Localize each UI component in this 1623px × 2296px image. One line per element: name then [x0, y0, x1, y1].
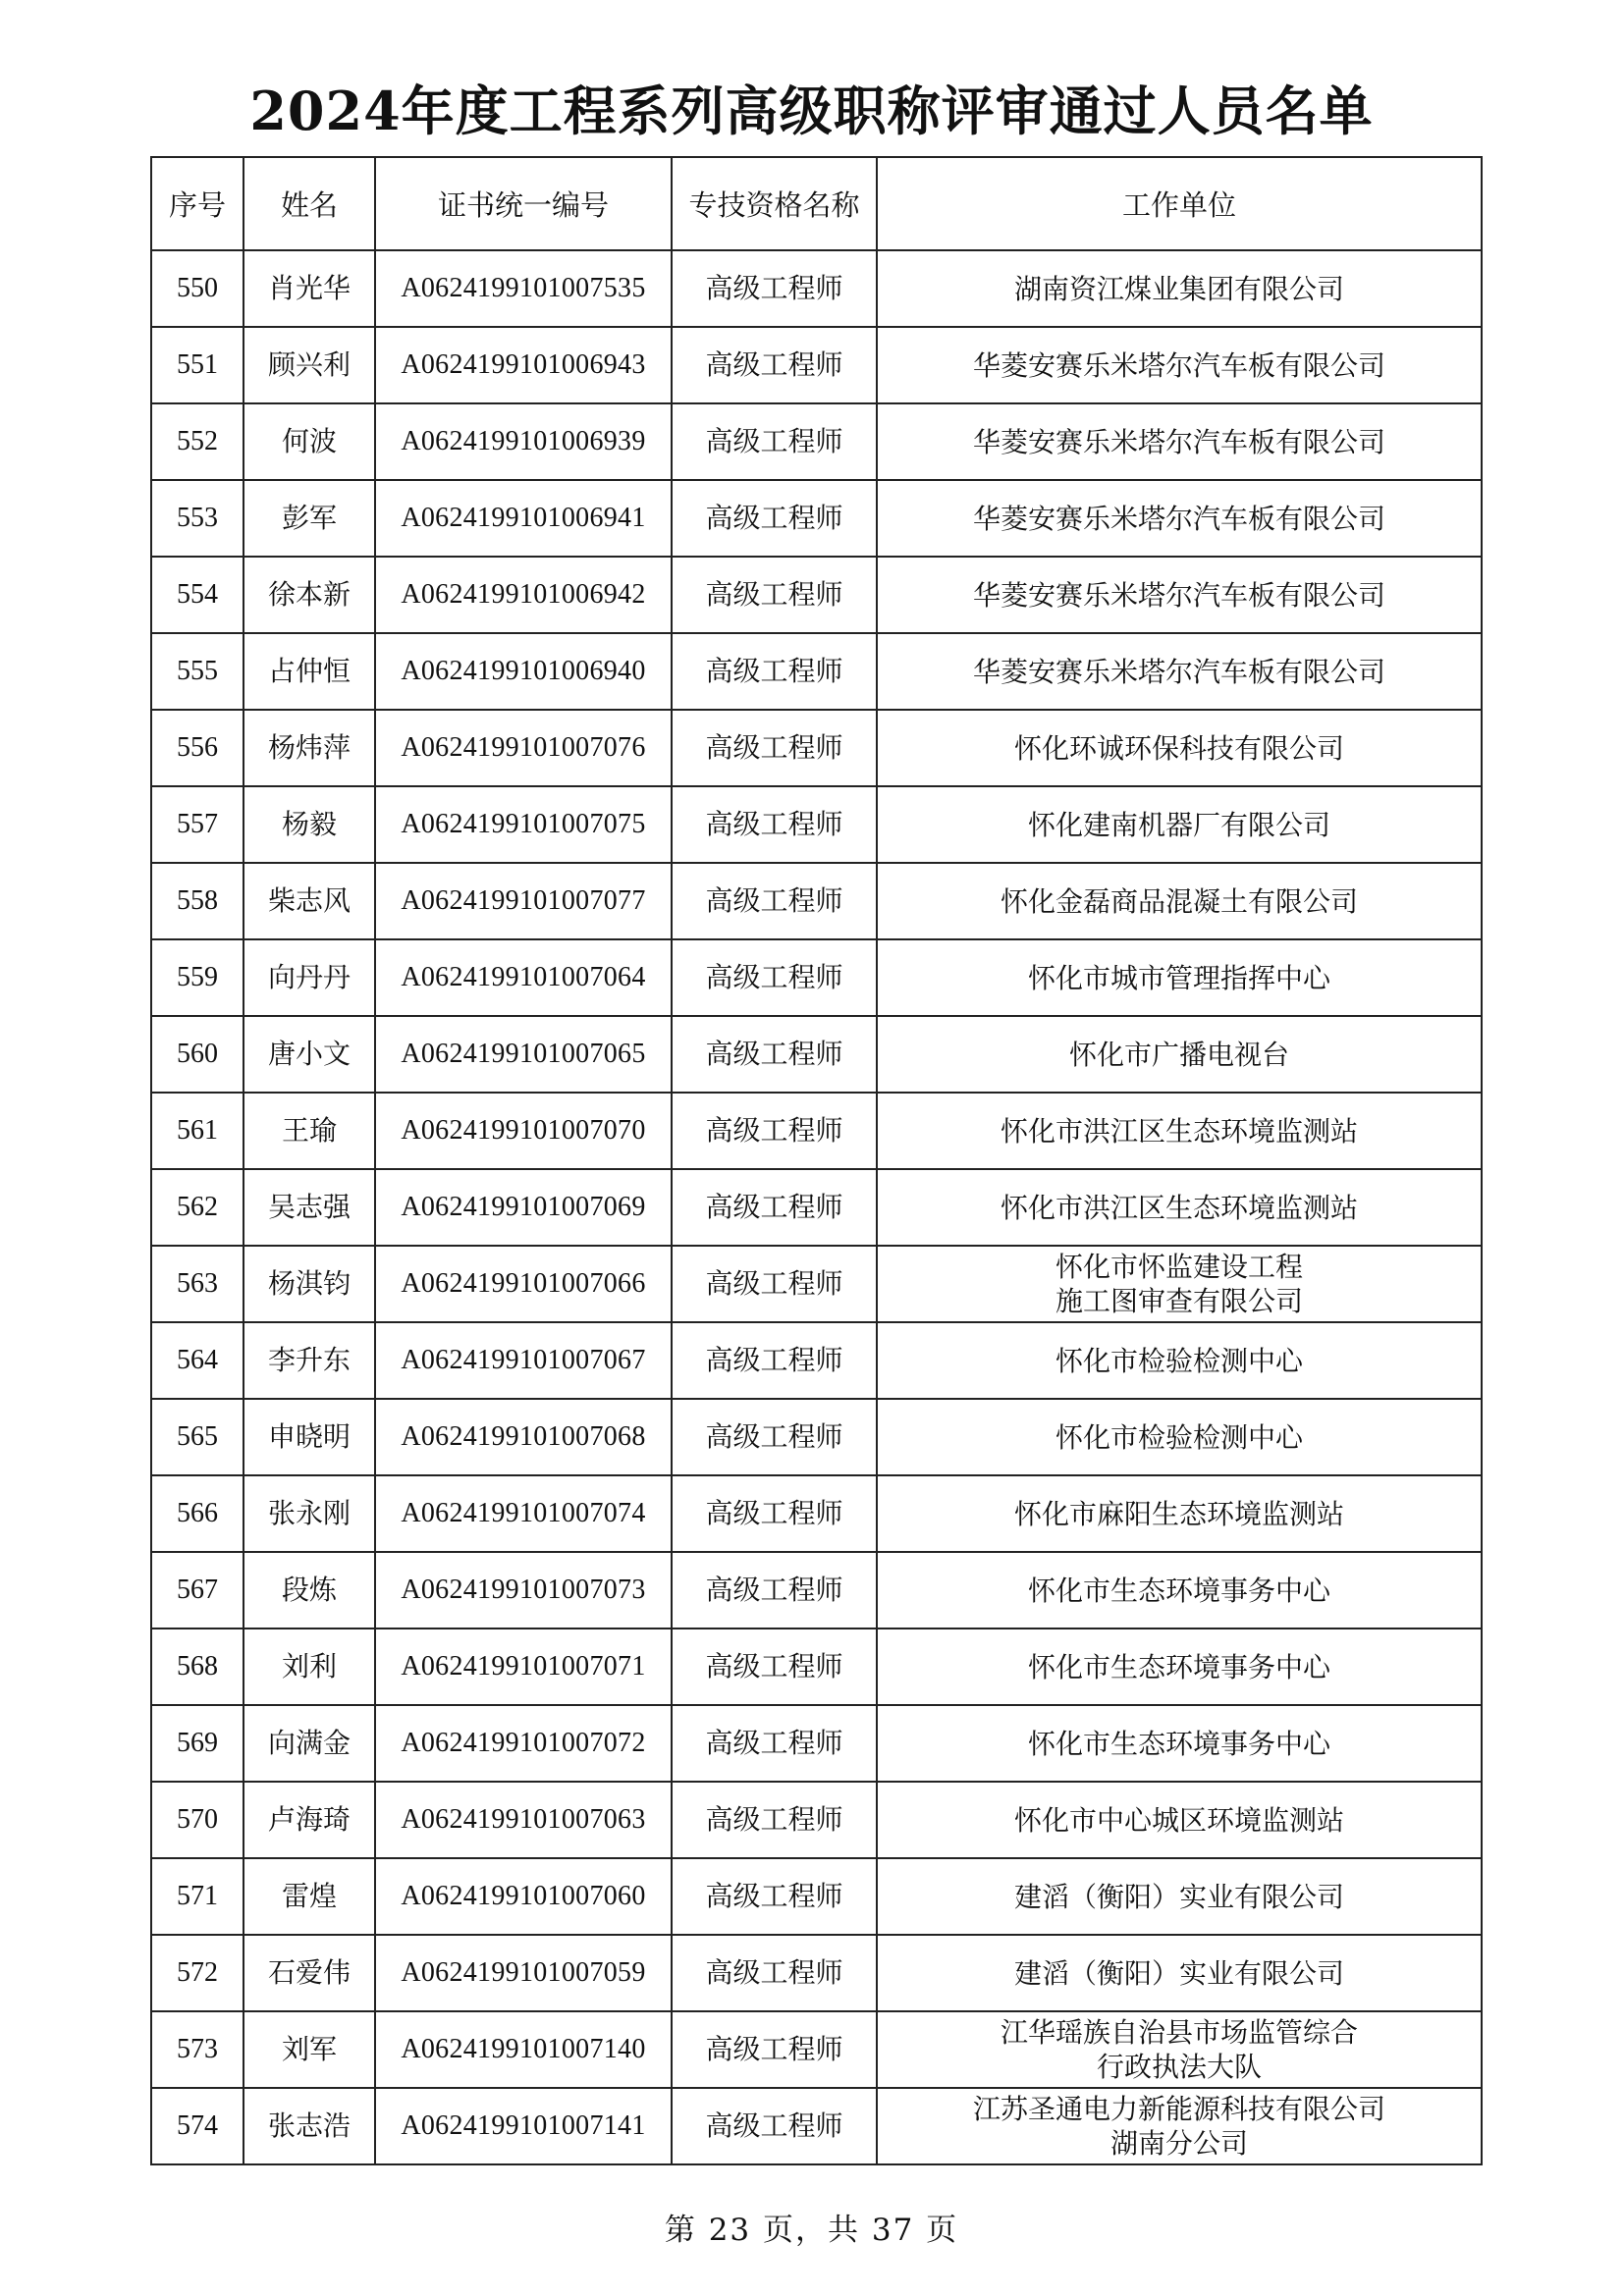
org-line: 怀化市城市管理指挥中心 [1027, 961, 1330, 994]
cell-org [877, 2011, 1482, 2088]
cell-org [877, 1399, 1482, 1475]
cell-seq: 551 [151, 327, 243, 403]
cell-seq: 564 [151, 1322, 243, 1399]
cell-name: 张永刚 [243, 1475, 375, 1552]
cell-seq: 562 [151, 1169, 243, 1246]
cell-cert: A0624199101007064 [375, 939, 672, 1016]
cell-qual: 高级工程师 [672, 1093, 877, 1169]
cell-cert: A0624199101007060 [375, 1858, 672, 1935]
table-row [151, 557, 1482, 633]
cell-name: 申晓明 [243, 1399, 375, 1475]
cell-seq: 569 [151, 1705, 243, 1782]
cell-name: 向满金 [243, 1705, 375, 1782]
cell-name: 雷煌 [243, 1858, 375, 1935]
org-line: 湖南资江煤业集团有限公司 [1013, 272, 1344, 305]
org-line: 华菱安赛乐米塔尔汽车板有限公司 [972, 578, 1385, 612]
header-row [151, 157, 1482, 250]
cell-qual: 高级工程师 [672, 1705, 877, 1782]
cell-org [877, 403, 1482, 480]
cell-name: 杨淇钧 [243, 1246, 375, 1322]
cell-qual: 高级工程师 [672, 1016, 877, 1093]
cell-cert: A0624199101007067 [375, 1322, 672, 1399]
cell-cert: A0624199101007072 [375, 1705, 672, 1782]
cell-qual: 高级工程师 [672, 2088, 877, 2164]
cell-org [877, 939, 1482, 1016]
cell-cert: A0624199101006940 [375, 633, 672, 710]
cell-org [877, 480, 1482, 557]
cell-org [877, 1629, 1482, 1705]
table-row [151, 1016, 1482, 1093]
cell-qual: 高级工程师 [672, 1322, 877, 1399]
org-line: 怀化市检验检测中心 [1055, 1344, 1303, 1377]
table-row [151, 403, 1482, 480]
cell-qual: 高级工程师 [672, 327, 877, 403]
page-title: 2024年度工程系列高级职称评审通过人员名单 [249, 80, 1374, 142]
cell-seq: 570 [151, 1782, 243, 1858]
cell-name: 卢海琦 [243, 1782, 375, 1858]
cell-cert: A0624199101007066 [375, 1246, 672, 1322]
org-line: 行政执法大队 [1096, 2051, 1262, 2083]
org-line: 怀化市生态环境事务中心 [1027, 1574, 1330, 1607]
cell-name: 王瑜 [243, 1093, 375, 1169]
cell-qual: 高级工程师 [672, 1552, 877, 1629]
table-row [151, 1858, 1482, 1935]
cell-org [877, 1858, 1482, 1935]
cell-qual: 高级工程师 [672, 2011, 877, 2088]
header-org: 工作单位 [877, 157, 1482, 250]
header-qual: 专技资格名称 [672, 157, 877, 250]
cell-cert: A0624199101007071 [375, 1629, 672, 1705]
cell-cert: A0624199101007070 [375, 1093, 672, 1169]
org-line: 怀化市广播电视台 [1068, 1038, 1289, 1071]
cell-qual: 高级工程师 [672, 1935, 877, 2011]
cell-name: 杨炜萍 [243, 710, 375, 786]
cell-org [877, 557, 1482, 633]
table-row [151, 1399, 1482, 1475]
table-row [151, 1093, 1482, 1169]
org-line: 怀化市生态环境事务中心 [1027, 1727, 1330, 1760]
cell-seq: 550 [151, 250, 243, 327]
cell-name: 吴志强 [243, 1169, 375, 1246]
table-row [151, 2088, 1482, 2164]
cell-cert: A0624199101007141 [375, 2088, 672, 2164]
cell-org [877, 786, 1482, 863]
cell-cert: A0624199101007063 [375, 1782, 672, 1858]
org-line: 江苏圣通电力新能源科技有限公司 [972, 2093, 1385, 2125]
cell-name: 顾兴利 [243, 327, 375, 403]
cell-seq: 563 [151, 1246, 243, 1322]
cell-qual: 高级工程师 [672, 480, 877, 557]
cell-seq: 561 [151, 1093, 243, 1169]
table-header [151, 157, 1482, 250]
cell-seq: 574 [151, 2088, 243, 2164]
table-body [151, 250, 1482, 2164]
table-row [151, 1169, 1482, 1246]
cell-org [877, 633, 1482, 710]
table-row [151, 480, 1482, 557]
cell-seq: 573 [151, 2011, 243, 2088]
org-line: 怀化环诚环保科技有限公司 [1013, 731, 1344, 765]
org-line: 怀化市中心城区环境监测站 [1013, 1803, 1344, 1837]
cell-cert: A0624199101007069 [375, 1169, 672, 1246]
cell-cert: A0624199101006943 [375, 327, 672, 403]
cell-org [877, 1093, 1482, 1169]
cell-org [877, 1016, 1482, 1093]
org-line: 华菱安赛乐米塔尔汽车板有限公司 [972, 655, 1385, 688]
table-row [151, 250, 1482, 327]
cell-seq: 565 [151, 1399, 243, 1475]
org-line: 怀化市洪江区生态环境监测站 [1000, 1191, 1358, 1224]
cell-qual: 高级工程师 [672, 710, 877, 786]
cell-org [877, 1322, 1482, 1399]
cell-org [877, 1705, 1482, 1782]
table-row [151, 786, 1482, 863]
table-row [151, 1782, 1482, 1858]
cell-qual: 高级工程师 [672, 557, 877, 633]
cell-name: 徐本新 [243, 557, 375, 633]
cell-qual: 高级工程师 [672, 1246, 877, 1322]
cell-qual: 高级工程师 [672, 1399, 877, 1475]
cell-cert: A0624199101007073 [375, 1552, 672, 1629]
table-row [151, 1629, 1482, 1705]
cell-name: 杨毅 [243, 786, 375, 863]
cell-name: 彭军 [243, 480, 375, 557]
cell-seq: 556 [151, 710, 243, 786]
cell-cert: A0624199101007074 [375, 1475, 672, 1552]
org-line: 江华瑶族自治县市场监管综合 [1000, 2016, 1358, 2049]
table-row [151, 2011, 1482, 2088]
cell-qual: 高级工程师 [672, 1475, 877, 1552]
cell-qual: 高级工程师 [672, 1782, 877, 1858]
cell-org [877, 2088, 1482, 2164]
cell-org [877, 327, 1482, 403]
cell-qual: 高级工程师 [672, 786, 877, 863]
cell-seq: 571 [151, 1858, 243, 1935]
cell-org [877, 1475, 1482, 1552]
cell-qual: 高级工程师 [672, 939, 877, 1016]
table-row [151, 1552, 1482, 1629]
org-line: 怀化市生态环境事务中心 [1027, 1650, 1330, 1683]
cell-cert: A0624199101007068 [375, 1399, 672, 1475]
org-line: 怀化建南机器厂有限公司 [1027, 808, 1330, 841]
cell-name: 何波 [243, 403, 375, 480]
cell-name: 向丹丹 [243, 939, 375, 1016]
cell-org [877, 1935, 1482, 2011]
cell-seq: 572 [151, 1935, 243, 2011]
cell-name: 李升东 [243, 1322, 375, 1399]
table-row [151, 327, 1482, 403]
table-row [151, 1475, 1482, 1552]
org-line: 建滔（衡阳）实业有限公司 [1013, 1956, 1344, 1990]
org-line: 湖南分公司 [1109, 2127, 1248, 2160]
cell-seq: 557 [151, 786, 243, 863]
cell-seq: 560 [151, 1016, 243, 1093]
cell-org [877, 1169, 1482, 1246]
personnel-table [150, 156, 1483, 2165]
cell-name: 刘军 [243, 2011, 375, 2088]
table-row [151, 633, 1482, 710]
cell-seq: 555 [151, 633, 243, 710]
cell-cert: A0624199101007077 [375, 863, 672, 939]
cell-cert: A0624199101007076 [375, 710, 672, 786]
cell-cert: A0624199101007140 [375, 2011, 672, 2088]
table-row [151, 1705, 1482, 1782]
table-row [151, 863, 1482, 939]
org-line: 怀化市麻阳生态环境监测站 [1013, 1497, 1344, 1530]
table-row [151, 1322, 1482, 1399]
cell-qual: 高级工程师 [672, 1858, 877, 1935]
cell-qual: 高级工程师 [672, 250, 877, 327]
cell-org [877, 710, 1482, 786]
org-line: 建滔（衡阳）实业有限公司 [1013, 1880, 1344, 1913]
cell-seq: 558 [151, 863, 243, 939]
cell-seq: 568 [151, 1629, 243, 1705]
cell-name: 唐小文 [243, 1016, 375, 1093]
header-name: 姓名 [243, 157, 375, 250]
cell-qual: 高级工程师 [672, 633, 877, 710]
cell-org [877, 1552, 1482, 1629]
cell-qual: 高级工程师 [672, 863, 877, 939]
cell-qual: 高级工程师 [672, 1169, 877, 1246]
cell-cert: A0624199101007075 [375, 786, 672, 863]
cell-qual: 高级工程师 [672, 403, 877, 480]
org-line: 怀化金磊商品混凝土有限公司 [1000, 884, 1358, 918]
header-cert: 证书统一编号 [375, 157, 672, 250]
cell-name: 石爱伟 [243, 1935, 375, 2011]
cell-name: 肖光华 [243, 250, 375, 327]
cell-seq: 559 [151, 939, 243, 1016]
org-line: 华菱安赛乐米塔尔汽车板有限公司 [972, 502, 1385, 535]
org-line: 怀化市洪江区生态环境监测站 [1000, 1114, 1358, 1148]
cell-seq: 554 [151, 557, 243, 633]
org-line: 施工图审查有限公司 [1055, 1285, 1303, 1317]
cell-name: 占仲恒 [243, 633, 375, 710]
cell-name: 柴志风 [243, 863, 375, 939]
cell-seq: 552 [151, 403, 243, 480]
cell-org [877, 250, 1482, 327]
cell-org [877, 1246, 1482, 1322]
org-line: 怀化市检验检测中心 [1055, 1420, 1303, 1454]
cell-cert: A0624199101007065 [375, 1016, 672, 1093]
cell-org [877, 863, 1482, 939]
cell-cert: A0624199101007535 [375, 250, 672, 327]
table-row [151, 710, 1482, 786]
cell-seq: 567 [151, 1552, 243, 1629]
header-seq: 序号 [151, 157, 243, 250]
table-row [151, 939, 1482, 1016]
cell-qual: 高级工程师 [672, 1629, 877, 1705]
org-line: 华菱安赛乐米塔尔汽车板有限公司 [972, 348, 1385, 382]
table-row [151, 1935, 1482, 2011]
cell-name: 刘利 [243, 1629, 375, 1705]
cell-cert: A0624199101006939 [375, 403, 672, 480]
org-line: 怀化市怀监建设工程 [1055, 1251, 1303, 1283]
cell-seq: 566 [151, 1475, 243, 1552]
table-row [151, 1246, 1482, 1322]
cell-cert: A0624199101006942 [375, 557, 672, 633]
cell-name: 段炼 [243, 1552, 375, 1629]
cell-seq: 553 [151, 480, 243, 557]
cell-org [877, 1782, 1482, 1858]
cell-cert: A0624199101006941 [375, 480, 672, 557]
cell-name: 张志浩 [243, 2088, 375, 2164]
page-footer: 第 23 页，共 37 页 [664, 2213, 959, 2248]
cell-cert: A0624199101007059 [375, 1935, 672, 2011]
org-line: 华菱安赛乐米塔尔汽车板有限公司 [972, 425, 1385, 458]
